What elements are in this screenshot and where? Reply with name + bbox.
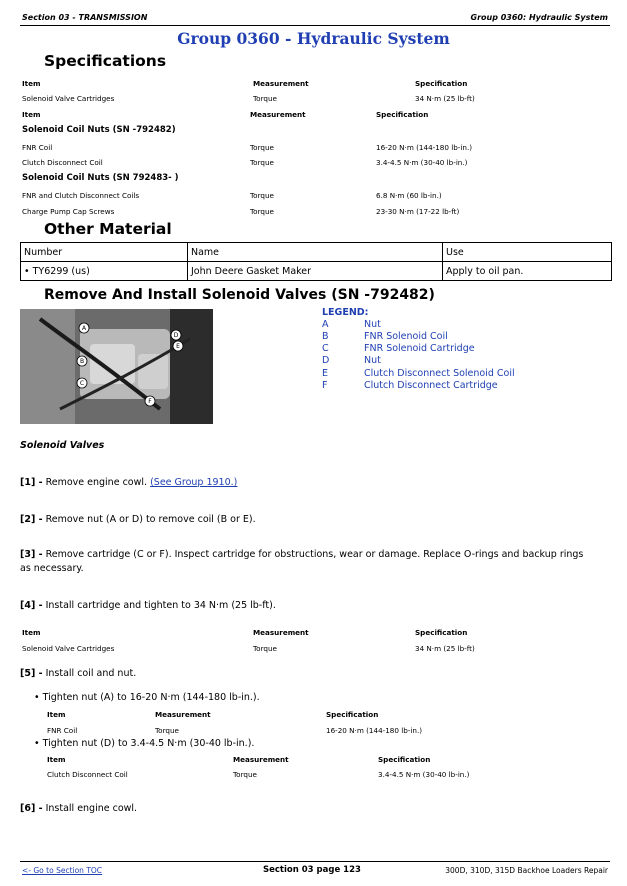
col-specification: Specification: [415, 79, 468, 88]
legend-title: LEGEND:: [322, 307, 369, 318]
photo-callout: F: [148, 398, 152, 405]
group-header: Group 0360: Hydraulic System: [470, 13, 608, 22]
legend-label: Nut: [364, 355, 381, 366]
solenoid-valves-photo: [20, 309, 213, 424]
header-divider: [20, 25, 610, 26]
legend-key: E: [322, 368, 329, 379]
legend-label: Clutch Disconnect Cartridge: [364, 380, 498, 391]
see-group-link[interactable]: (See Group 1910.): [150, 477, 238, 488]
step-5: [5] - Install coil and nut.: [20, 668, 137, 679]
legend-key: A: [322, 319, 329, 330]
section-header: Section 03 - TRANSMISSION: [22, 13, 148, 22]
other-material-table: [20, 242, 612, 281]
legend-key: C: [322, 343, 329, 354]
book-title: 300D, 310D, 315D Backhoe Loaders Repair: [445, 866, 608, 875]
bullet-item: • Tighten nut (A) to 16-20 N·m (144-180 lb-in.).: [34, 692, 260, 703]
photo-callout: B: [79, 358, 85, 365]
col-number: Number: [21, 243, 188, 262]
legend-key: D: [322, 355, 330, 366]
legend-label: FNR Solenoid Coil: [364, 331, 448, 342]
spec-subheading: Solenoid Coil Nuts (SN -792482): [22, 125, 176, 135]
step-3: [3] - Remove cartridge (C or F). Inspect cartridge for obstructions, wear or damage. Replace O-rings and backup rings as necessary.: [20, 549, 584, 574]
legend-label: Nut: [364, 319, 381, 330]
spec-subheading: Solenoid Coil Nuts (SN 792483- ): [22, 173, 179, 183]
step-6: [6] - Install engine cowl.: [20, 803, 138, 814]
photo-callout: A: [81, 325, 87, 332]
specifications-heading: Specifications: [44, 52, 167, 70]
photo-caption: Solenoid Valves: [20, 440, 105, 451]
col-name: Name: [188, 243, 443, 262]
go-to-section-toc-link[interactable]: <- Go to Section TOC: [22, 866, 103, 875]
footer-divider: [20, 861, 610, 862]
other-material-heading: Other Material: [44, 220, 172, 238]
page-number: Section 03 page 123: [263, 865, 361, 875]
solenoid-valve-illustration: [20, 309, 213, 424]
legend-key: F: [322, 380, 328, 391]
col-item: Item: [22, 79, 41, 88]
step-4: [4] - Install cartridge and tighten to 34 N·m (25 lb-ft).: [20, 600, 276, 611]
photo-callout: C: [79, 380, 85, 387]
bullet-item: • Tighten nut (D) to 3.4-4.5 N·m (30-40 lb-in.).: [34, 738, 255, 749]
col-measurement: Measurement: [253, 79, 309, 88]
table-row: • TY6299 (us) John Deere Gasket Maker Apply to oil pan.: [21, 262, 612, 281]
table-row: [21, 243, 612, 262]
step-2: [2] - Remove nut (A or D) to remove coil (B or E).: [20, 514, 256, 525]
procedure-heading: Remove And Install Solenoid Valves (SN -792482): [44, 287, 435, 303]
photo-callout: D: [173, 332, 179, 339]
legend-key: B: [322, 331, 329, 342]
legend-label: Clutch Disconnect Solenoid Coil: [364, 368, 515, 379]
legend-label: FNR Solenoid Cartridge: [364, 343, 475, 354]
col-use: Use: [443, 243, 612, 262]
page-title: Group 0360 - Hydraulic System: [177, 29, 450, 48]
photo-callout: E: [176, 343, 180, 350]
step-1: [1] - Remove engine cowl. (See Group 1910.): [20, 477, 238, 488]
